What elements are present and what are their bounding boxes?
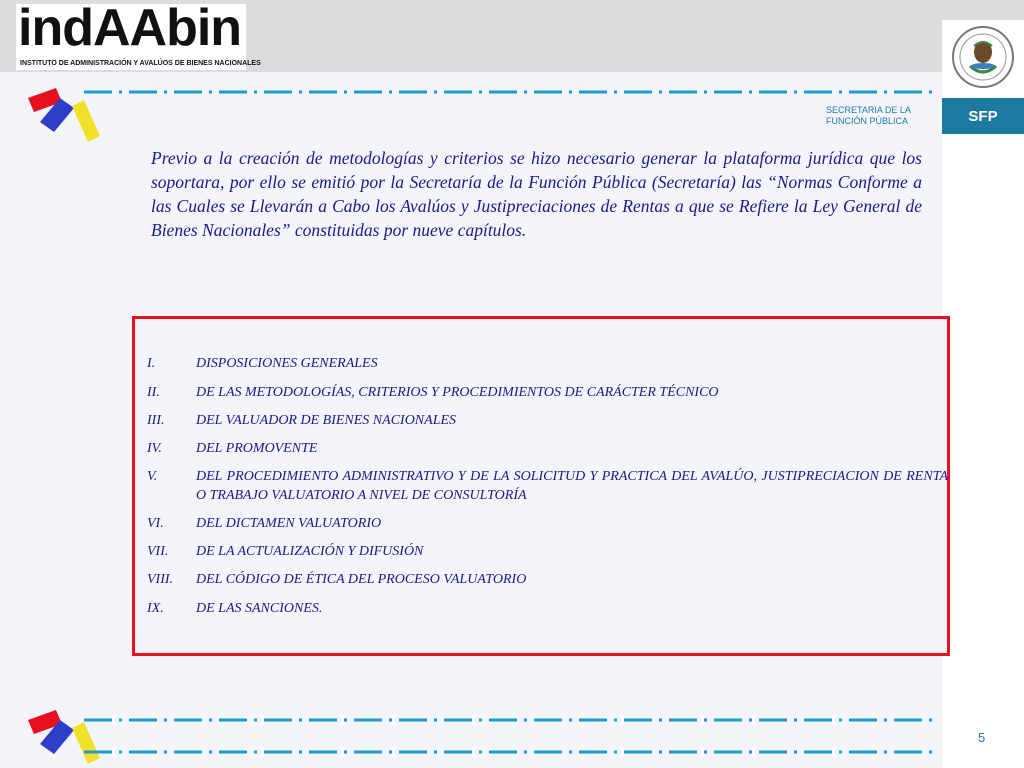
chapter-title: DISPOSICIONES GENERALES xyxy=(196,356,378,371)
chapter-title: DEL CÓDIGO DE ÉTICA DEL PROCESO VALUATORIO xyxy=(196,572,527,587)
chapter-title: DEL PROMOVENTE xyxy=(196,441,318,456)
indaabin-logo xyxy=(16,0,261,70)
chapters-box xyxy=(132,316,950,656)
chapter-number: VII. xyxy=(147,544,169,559)
bottom-dashed-separator xyxy=(84,716,934,724)
chapter-title: DEL VALUADOR DE BIENES NACIONALES xyxy=(196,413,457,428)
logo-subtitle: INSTITUTO DE ADMINISTRACIÓN Y AVALÚOS DE BIENES NACIONALES xyxy=(20,60,261,67)
chapter-title: DEL PROCEDIMIENTO ADMINISTRATIVO Y DE LA SOLICITUD Y PRACTICA DEL AVALÚO, JUSTIPRECIACION DE RENTA O TRABAJO VALUATORIO A NIVEL DE CONSULTORÍA xyxy=(196,469,948,503)
chapter-number: IX. xyxy=(147,601,164,616)
bottom-dashed-separator xyxy=(84,748,934,756)
right-panel-top xyxy=(942,0,1024,20)
chapter-number: VI. xyxy=(147,516,164,531)
top-dashed-separator xyxy=(84,88,934,96)
chapter-number: I. xyxy=(147,356,156,371)
intro-paragraph: Previo a la creación de metodologías y criterios se hizo necesario generar la plataforma jurídica que los soportara, por ello se emitió por la Secretaría de la Función Pública (Secretaría) las “Normas Conforme a las Cuales se Llevarán a Cabo los Avalúos y Justipreciaciones de Rentas a que se Refiere la Ley General de Bienes Nacionales” constituidas por nueve capítulos. xyxy=(151,148,922,240)
org-name: SECRETARIA DE LA FUNCIÓN PÚBLICA xyxy=(826,105,911,126)
chapter-title: DE LAS SANCIONES. xyxy=(196,601,323,616)
national-seal-icon xyxy=(950,22,1016,92)
chapter-number: II. xyxy=(147,385,160,400)
chapter-number: V. xyxy=(147,469,158,484)
chapter-number: III. xyxy=(147,413,165,428)
logo-wordmark: indAAbin xyxy=(18,0,242,57)
sfp-badge: SFP xyxy=(942,98,1024,134)
page-number: 5 xyxy=(978,730,986,745)
chapter-title: DEL DICTAMEN VALUATORIO xyxy=(196,516,382,531)
chapter-title: DE LA ACTUALIZACIÓN Y DIFUSIÓN xyxy=(196,544,424,559)
chapter-title: DE LAS METODOLOGÍAS, CRITERIOS Y PROCEDIMIENTOS DE CARÁCTER TÉCNICO xyxy=(196,385,719,400)
chapter-number: IV. xyxy=(147,441,162,456)
chapter-number: VIII. xyxy=(147,572,174,587)
